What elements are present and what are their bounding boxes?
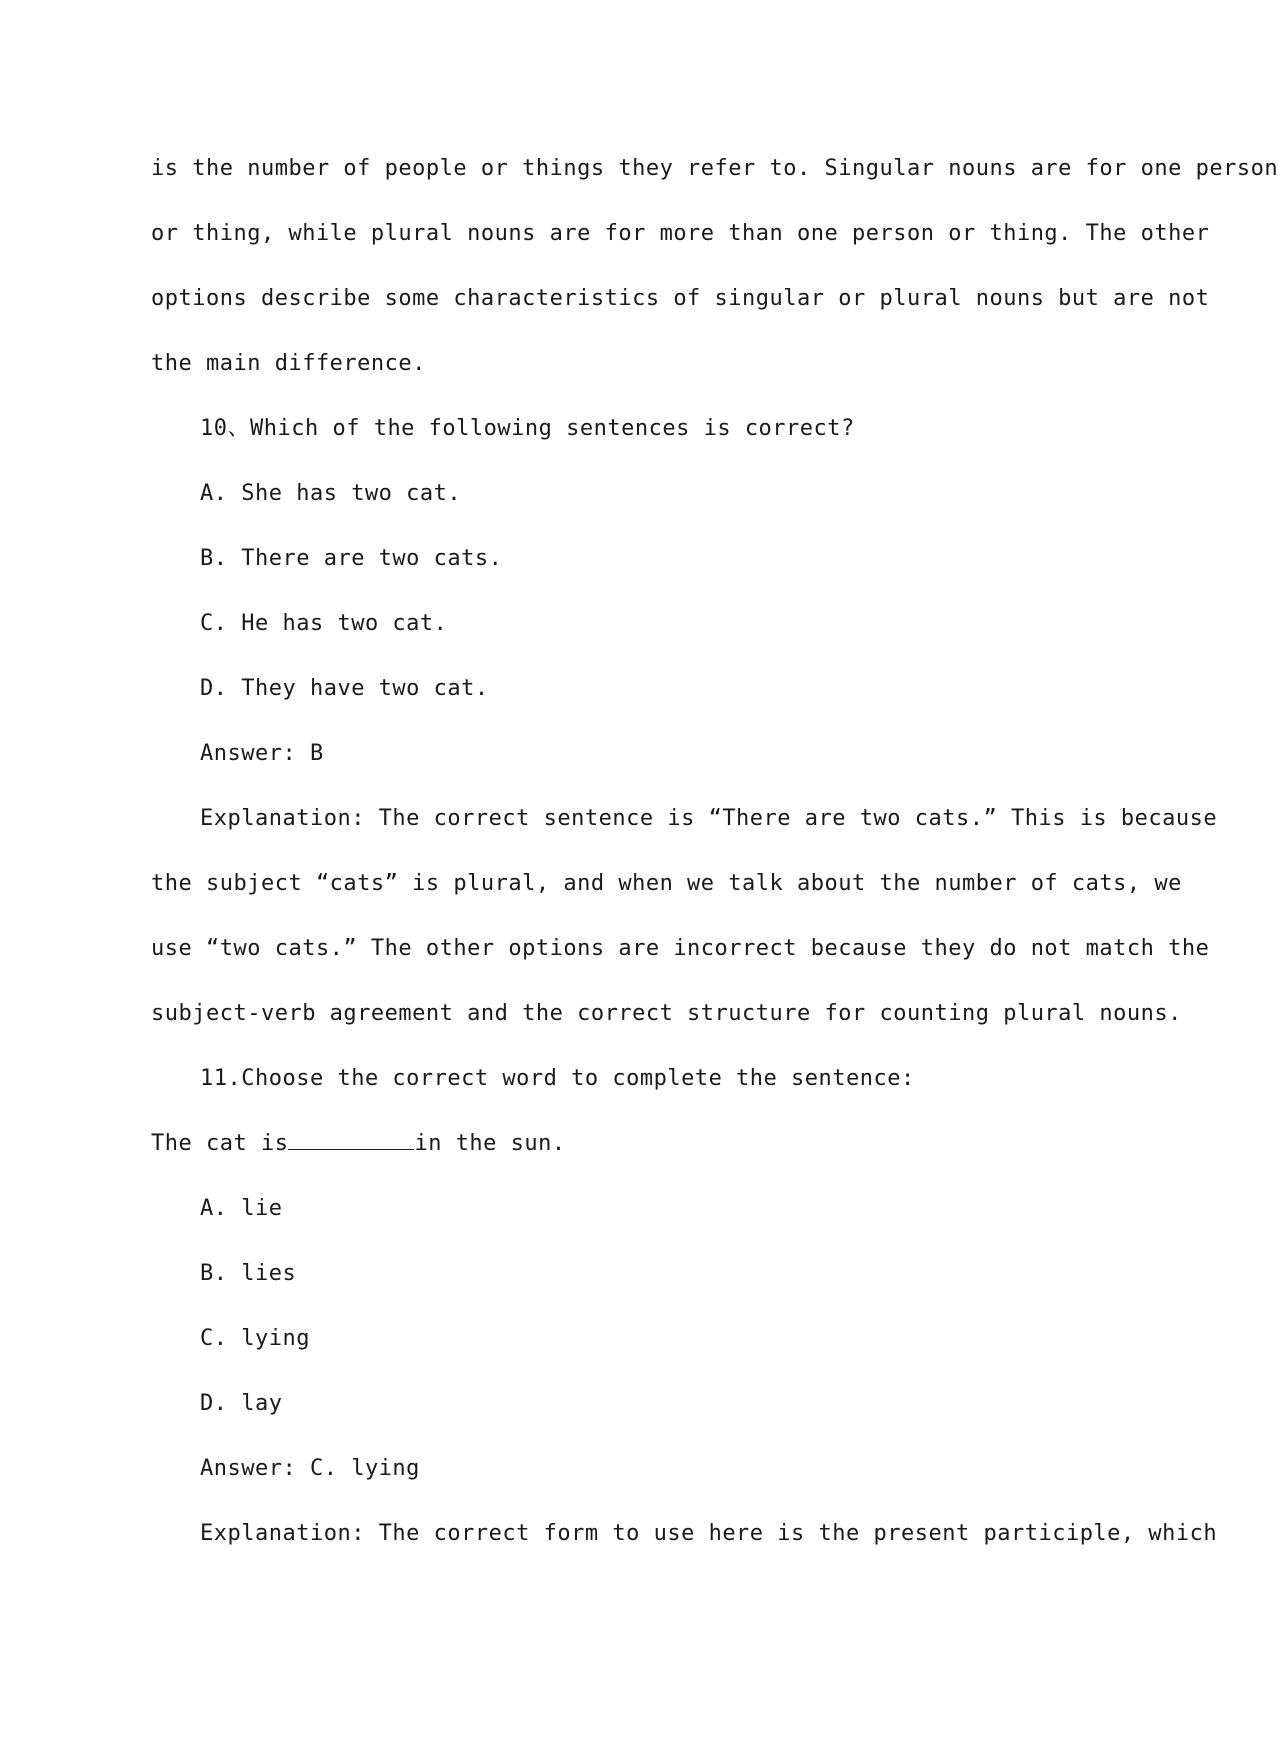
explanation-line: subject-verb agreement and the correct structure for counting plural nouns. bbox=[151, 1001, 1182, 1026]
explanation-line: the subject “cats” is plural, and when we talk about the number of cats, we bbox=[151, 871, 1182, 896]
paragraph-line: options describe some characteristics of singular or plural nouns but are not bbox=[151, 286, 1210, 311]
option-c: C. He has two cat. bbox=[200, 611, 448, 636]
explanation-line: use “two cats.” The other options are incorrect because they do not match the bbox=[151, 936, 1210, 961]
explanation-line: Explanation: The correct form to use here is the present participle, which bbox=[200, 1521, 1218, 1546]
answer-line: Answer: C. lying bbox=[200, 1456, 420, 1481]
option-d: D. lay bbox=[200, 1391, 283, 1416]
option-c: C. lying bbox=[200, 1326, 310, 1351]
option-d: D. They have two cat. bbox=[200, 676, 489, 701]
fill-in-blank bbox=[288, 1133, 414, 1150]
sentence-start: The cat is bbox=[151, 1131, 289, 1156]
question-10-text: 10、Which of the following sentences is correct? bbox=[200, 416, 855, 441]
option-b: B. lies bbox=[200, 1261, 297, 1286]
option-a: A. lie bbox=[200, 1196, 283, 1221]
paragraph-line: or thing, while plural nouns are for more than one person or thing. The other bbox=[151, 221, 1210, 246]
document-body bbox=[151, 136, 1278, 1566]
paragraph-line: is the number of people or things they refer to. Singular nouns are for one person bbox=[151, 156, 1278, 181]
option-b: B. There are two cats. bbox=[200, 546, 503, 571]
paragraph-line: the main difference. bbox=[151, 351, 426, 376]
fill-in-sentence bbox=[151, 1111, 1095, 1176]
question-11-text: 11.Choose the correct word to complete the sentence: bbox=[200, 1066, 915, 1091]
option-a: A. She has two cat. bbox=[200, 481, 462, 506]
explanation-line: Explanation: The correct sentence is “There are two cats.” This is because bbox=[200, 806, 1218, 831]
sentence-end: in the sun. bbox=[414, 1131, 566, 1156]
answer-line: Answer: B bbox=[200, 741, 324, 766]
